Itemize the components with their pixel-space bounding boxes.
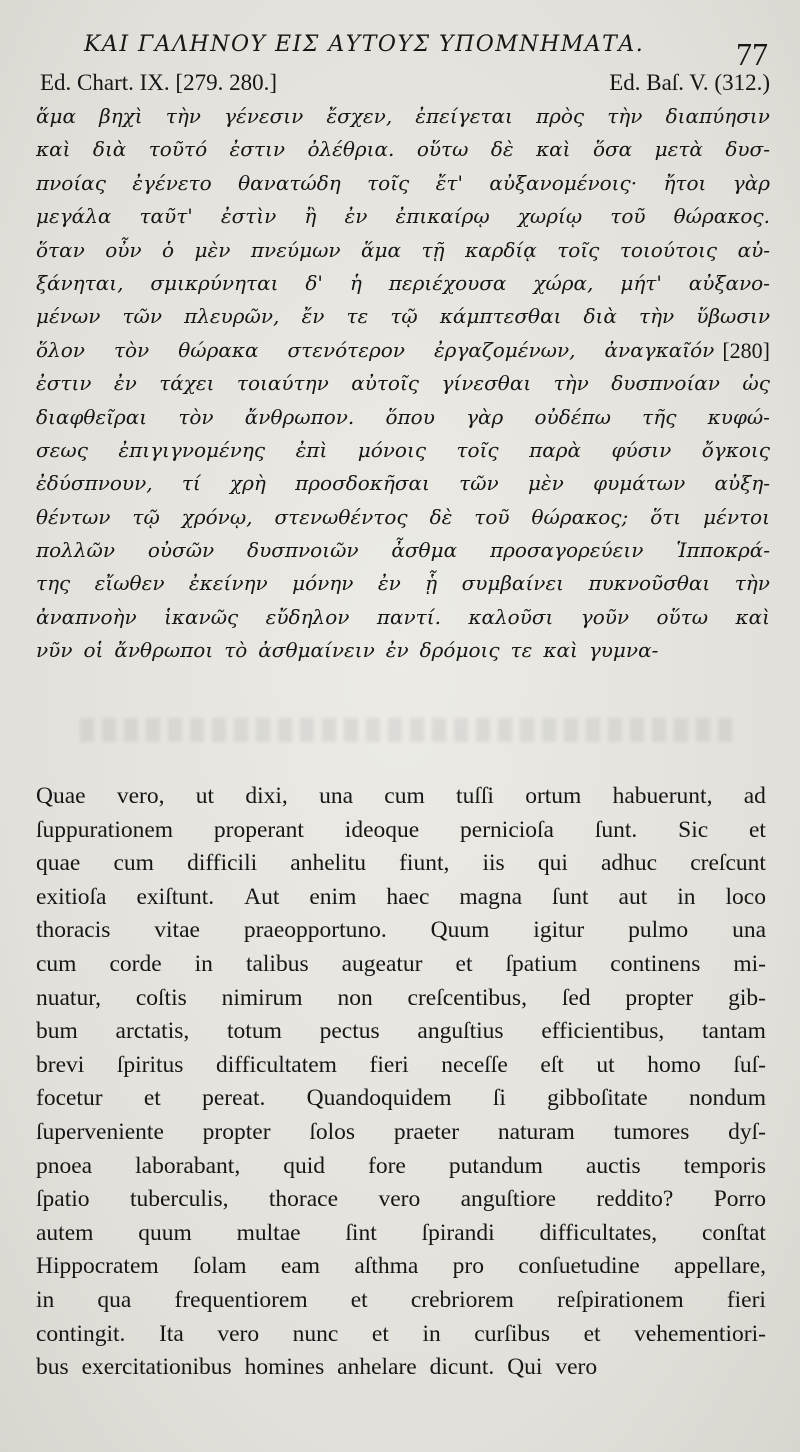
latin-text-line	[36, 1082, 766, 1116]
greek-text-line	[36, 634, 770, 667]
greek-text-line	[36, 567, 770, 600]
text-line-content: nuatur, coſtis nimirum non creſcentibus, ſed propter gib-	[36, 984, 766, 1011]
text-line-content: bus exercitationibus homines anhelare dicunt. Qui vero	[36, 1354, 598, 1381]
greek-text-line	[36, 367, 770, 400]
greek-text-line	[36, 234, 770, 267]
edition-reference-row	[40, 68, 770, 98]
latin-text-line	[36, 1217, 766, 1251]
greek-text-line	[36, 434, 770, 467]
latin-text-line	[36, 1116, 766, 1150]
text-line-content: bum arctatis, totum pectus anguſtius efficientibus, tantam	[36, 1018, 766, 1045]
latin-text-line	[36, 847, 766, 881]
latin-text-block	[36, 780, 766, 1385]
text-line-content: contingit. Ita vero nunc et in curſibus et vehementiori-	[36, 1320, 766, 1347]
greek-text-line	[36, 200, 770, 233]
text-line-content: ὅταν οὖν ὁ μὲν πνεύμων ἅμα τῇ καρδίᾳ τοῖς τοιούτοις αὐ-	[36, 237, 770, 262]
greek-text-line	[36, 167, 770, 200]
greek-text-line	[36, 267, 770, 300]
text-line-content: ſpatio tuberculis, thorace vero anguſtiore reddito? Porro	[36, 1186, 766, 1213]
text-line-content: της εἴωθεν ἐκείνην μόνην ἐν ᾗ συμβαίνει πυκνοῦσθαι τὴν	[36, 571, 770, 596]
text-line-content: brevi ſpiritus difficultatem fieri neceſſe eſt ut homo ſuſ-	[36, 1051, 766, 1078]
text-line-content: cum corde in talibus augeatur et ſpatium continens mi-	[36, 950, 766, 977]
text-line-content: μένων τῶν πλευρῶν, ἔν τε τῷ κάμπτεσθαι διὰ τὴν ὕβωσιν	[36, 304, 770, 329]
greek-text-line	[36, 300, 770, 333]
text-line-content: καὶ διὰ τοῦτό ἐστιν ὀλέθρια. οὕτω δὲ καὶ ὅσα μετὰ δυσ-	[36, 137, 770, 162]
latin-text-line	[36, 1284, 766, 1318]
text-line-content: σεως ἐπιγιγνομένης ἐπὶ μόνοις τοῖς παρὰ φύσιν ὄγκοις	[36, 437, 770, 462]
latin-text-line	[36, 1015, 766, 1049]
text-line-content: μεγάλα ταῦτ' ἐστὶν ἢ ἐν ἐπικαίρῳ χωρίῳ τοῦ θώρακος.	[36, 204, 770, 229]
latin-text-line	[36, 780, 766, 814]
latin-text-line	[36, 881, 766, 915]
greek-text-block	[36, 100, 770, 668]
text-line-content: διαφθεῖραι τὸν ἄνθρωπον. ὅπου γὰρ οὐδέπω τῆς κυφώ-	[36, 404, 770, 429]
latin-text-line	[36, 1183, 766, 1217]
text-line-content: autem quum multae ſint ſpirandi difficultates, conſtat	[36, 1219, 766, 1246]
greek-text-line	[36, 467, 770, 500]
greek-text-line	[36, 401, 770, 434]
text-line-content: exitioſa exiſtunt. Aut enim haec magna ſunt aut in loco	[36, 883, 766, 910]
edition-basel-reference: Ed. Baſ. V. (312.)	[609, 70, 770, 95]
latin-text-line	[36, 948, 766, 982]
latin-text-line	[36, 1318, 766, 1352]
text-line-content: ἀναπνοὴν ἱκανῶς εὔδηλον παντί. καλοῦσι γοῦν οὕτω καὶ	[36, 604, 770, 629]
text-line-content: νῦν οἱ ἄνθρωποι τὸ ἀσθμαίνειν ἐν δρόμοις τε καὶ γυμνα-	[36, 638, 659, 663]
latin-text-line	[36, 982, 766, 1016]
latin-text-line	[36, 1049, 766, 1083]
text-line-content: quae cum difficili anhelitu fiunt, iis qui adhuc creſcunt	[36, 850, 766, 877]
latin-text-line	[36, 1250, 766, 1284]
edition-chartier-reference: Ed. Chart. IX. [279. 280.]	[40, 70, 277, 95]
text-line-content: Hippocratem ſolam eam aſthma pro conſuetudine appellare,	[36, 1253, 766, 1280]
text-line-content: ſuperveniente propter ſolos praeter naturam tumores dyſ-	[36, 1118, 766, 1145]
text-line-content: pnoea laborabant, quid fore putandum auctis temporis	[36, 1152, 766, 1179]
latin-text-line	[36, 1150, 766, 1184]
page-break-marker: [280]	[722, 337, 770, 363]
show-through-bleed	[80, 718, 740, 742]
greek-text-line	[36, 100, 770, 133]
greek-text-line	[36, 601, 770, 634]
latin-text-line	[36, 914, 766, 948]
text-line-content: ἐδύσπνουν, τί χρὴ προσδοκῆσαι τῶν μὲν φυμάτων αὐξη-	[36, 471, 770, 496]
page-number: 77	[736, 36, 768, 72]
latin-text-line	[36, 1351, 766, 1385]
text-line-content: ξάνηται, σμικρύνηται δ' ἡ περιέχουσα χώρα, μήτ' αὐξανο-	[36, 270, 770, 295]
text-line-content: ſuppurationem properant ideoque pernicioſa ſunt. Sic et	[36, 816, 766, 843]
text-line-content: thoracis vitae praeopportuno. Quum igitur pulmo una	[36, 917, 766, 944]
text-line-content: focetur et pereat. Quandoquidem ſi gibboſitate nondum	[36, 1085, 766, 1112]
greek-text-line	[36, 501, 770, 534]
text-line-content: πολλῶν οὐσῶν δυσπνοιῶν ἆσθμα προσαγορεύειν Ἱπποκρά-	[36, 538, 770, 563]
text-line-content: Quae vero, ut dixi, una cum tuſſi ortum habuerunt, ad	[36, 783, 766, 809]
greek-text-line	[36, 534, 770, 567]
latin-text-line	[36, 814, 766, 848]
text-line-content: in qua frequentiorem et crebriorem reſpirationem fieri	[36, 1286, 766, 1313]
text-line-content: ἅμα βηχὶ τὴν γένεσιν ἔσχεν, ἐπείγεται πρὸς τὴν διαπύησιν	[36, 104, 770, 128]
page-header	[36, 26, 774, 70]
text-line-content: θέντων τῷ χρόνῳ, στενωθέντος δὲ τοῦ θώρακος; ὅτι μέντοι	[36, 504, 770, 529]
greek-text-line	[36, 133, 770, 166]
running-title: ΚΑΙ ΓΑΛΗΝΟΥ ΕΙΣ ΑΥΤΟΥΣ ΥΠΟΜΝΗΜΑΤΑ.	[84, 32, 645, 57]
text-line-content: ἐστιν ἐν τάχει τοιαύτην αὐτοῖς γίνεσθαι τὴν δυσπνοίαν ὡς	[36, 371, 770, 396]
greek-text-line	[36, 334, 770, 367]
text-line-content: πνοίας ἐγένετο θανατώδη τοῖς ἔτ' αὐξανομένοις· ἤτοι γὰρ	[36, 170, 770, 195]
text-line-content: ὅλον τὸν θώρακα στενότερον ἐργαζομένων, ἀναγκαῖόν	[36, 337, 715, 362]
